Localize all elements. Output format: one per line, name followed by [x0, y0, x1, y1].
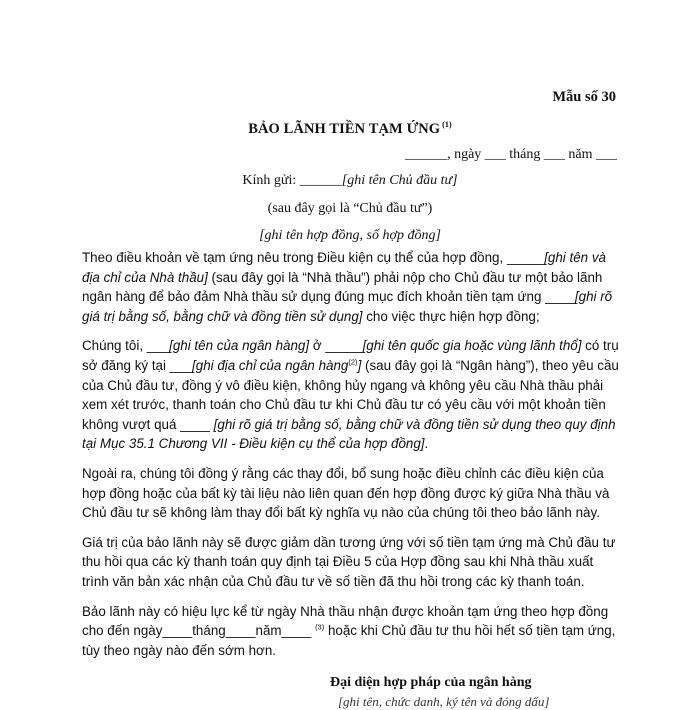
signature-instruction: [ghi tên, chức danh, ký tên và đóng dấu] [338, 694, 550, 709]
date-line: ______, ngày ___ tháng ___ năm ___ [405, 147, 617, 162]
p1-placeholder-contractor: [ghi tên và địa chỉ của Nhà thầu] [82, 250, 606, 285]
p2-placeholder-bank: [ghi tên của ngân hàng] [169, 338, 310, 354]
p2-text-2: ở _____ [309, 338, 363, 354]
p2-text-4: (sau đây gọi là “Ngân hàng”), theo yêu cầu của Chủ đầu tư, đồng ý vô điều kiện, không hủy ngang và không yêu cầu Nhà thầu phải xem xét trước, thanh toán cho Chủ đầu tư khi Chủ đầu tư có yêu cầu với một khoản tiền không vượt quá ____ [82, 357, 619, 432]
paragraph-amendments: Ngoài ra, chúng tôi đồng ý rằng các thay đổi, bổ sung hoặc điều chỉnh các điều kiện của hợp đồng hoặc của bất kỳ tài liệu nào liên quan đến hợp đồng được ký giữa Nhà thầu và Chủ đầu tư sẽ không làm thay đổi bất kỳ nghĩa vụ nào của chúng tôi theo bảo lãnh này. [82, 465, 610, 521]
p5-text-1: Bảo lãnh này có hiệu lực kể từ ngày Nhà thầu nhận được khoản tạm ứng theo hợp đồng cho đến ngày____tháng____năm____ [82, 603, 609, 639]
p2-text-5: . [424, 436, 429, 452]
p5-text-2: hoặc khi Chủ đầu tư thu hồi hết số tiền tạm ứng, tùy theo ngày nào đến sớm hơn. [82, 623, 616, 658]
p2-placeholder-close: ] [357, 357, 362, 373]
addressee-line [0, 173, 700, 189]
signature-title: Đại diện hợp pháp của ngân hàng [330, 675, 532, 690]
p1-text-2: (sau đây gọi là “Nhà thầu”) phải nộp cho Chủ đầu tư một bảo lãnh ngân hàng để bảo đảm Nhà thầu sử dụng đúng mục đích khoản tiền tạm ứng ____ [82, 269, 603, 305]
p1-placeholder-amount: [ghi rõ giá trị bằng số, bằng chữ và đồng tiền sử dụng] [82, 289, 613, 324]
document-title [0, 120, 700, 138]
p2-footnote-marker: (2) [348, 357, 358, 367]
p2-placeholder-max-amount: [ghi rõ giá trị bằng số, bằng chữ và đồng tiền sử dụng theo quy định tại Mục 35.1 Chương VII - Điều kiện cụ thể của hợp đồng] [82, 416, 616, 452]
form-number: Mẫu số 30 [552, 89, 616, 105]
addressee-alias: (sau đây gọi là “Chủ đầu tư”) [267, 201, 433, 216]
paragraph-validity [82, 602, 622, 661]
paragraph-value-reduction: Giá trị của bảo lãnh này sẽ được giảm dần tương ứng với số tiền tạm ứng mà Chủ đầu tư thu hồi qua các kỳ thanh toán quy định tại Điều 5 của Hợp đồng sau khi Nhà thầu xuất trình văn bản xác nhận của Chủ đầu tư về số tiền đã thu hồi trong các kỳ thanh toán. [82, 534, 616, 589]
p1-text-1: Theo điều khoản về tạm ứng nêu trong Điều kiện cụ thể của hợp đồng, _____ [82, 250, 545, 265]
title-text: BẢO LÃNH TIỀN TẠM ỨNG [248, 120, 441, 137]
document-body [82, 248, 622, 670]
paragraph-bank-commitment [82, 336, 622, 454]
contract-reference: [ghi tên hợp đồng, số hợp đồng] [259, 228, 441, 243]
p2-text-1: Chúng tôi, ___ [82, 338, 170, 354]
p2-placeholder-country: [ghi tên quốc gia hoặc vùng lãnh thổ] [362, 338, 582, 354]
title-footnote-marker: (1) [442, 120, 452, 129]
addressee-placeholder: [ghi tên Chủ đầu tư] [341, 173, 458, 188]
p2-placeholder-address: [ghi địa chỉ của ngân hàng [192, 357, 349, 373]
p2-text-3: có trụ sở đăng ký tại ___ [82, 338, 619, 373]
addressee-prefix: Kính gửi: ______ [242, 173, 342, 188]
p5-footnote-marker: (3) [315, 622, 325, 632]
paragraph-advance-clause [82, 248, 622, 326]
p1-text-3: cho việc thực hiện hợp đồng; [362, 308, 540, 324]
